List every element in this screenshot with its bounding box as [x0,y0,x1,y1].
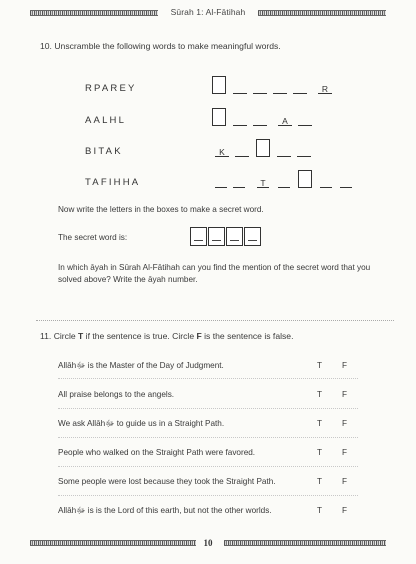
answer-slot-4-6[interactable] [320,176,332,188]
statement-1: Allāhﷻ is the Master of the Day of Judgment. [58,361,224,370]
true-option-6[interactable]: T [317,506,323,515]
row-separator [58,437,358,438]
false-option-6[interactable]: F [342,506,348,515]
answer-slot-4-7[interactable] [340,176,352,188]
statement-6: Allāhﷻ is is the Lord of this earth, but not the other worlds. [58,506,272,515]
answer-slot-4-2[interactable] [233,176,245,188]
hint-letter-1: R [321,84,329,94]
true-option-5[interactable]: T [317,477,323,486]
answer-box-1[interactable] [212,76,226,94]
secret-letter-box-4[interactable] [244,227,261,246]
statement-5: Some people were lost because they took the Straight Path. [58,477,276,486]
answer-box-3[interactable] [256,139,270,157]
answer-slot-2-3[interactable] [253,114,267,126]
row-separator [58,378,358,379]
statement-2: All praise belongs to the angels. [58,390,175,399]
answer-box-2[interactable] [212,108,226,126]
answer-slot-2-2[interactable] [233,114,247,126]
secret-word-instruction: Now write the letters in the boxes to make a secret word. [58,205,264,214]
answer-slot-1-2[interactable] [233,82,247,94]
statement-4: People who walked on the Straight Path were favored. [58,448,256,457]
ayah-question: In which āyah in Sūrah Al-Fātihah can you find the mention of the secret word that you solved above? Write the āyah number. [58,263,371,284]
row-separator [58,466,358,467]
scrambled-word-3: BITAK [85,146,123,157]
answer-box-4[interactable] [298,170,312,188]
false-option-1[interactable]: F [342,361,348,370]
secret-word-label: The secret word is: [58,233,128,242]
secret-letter-box-1[interactable] [190,227,207,246]
question-11-title: 11. Circle T if the sentence is true. Circle F is the sentence is false. [40,331,294,341]
scrambled-word-1: RPAREY [85,83,137,94]
hint-letter-4: T [260,178,266,188]
scrambled-word-2: AALHL [85,115,127,126]
true-option-4[interactable]: T [317,448,323,457]
answer-slot-3-2[interactable] [235,145,249,157]
page-number: 10 [0,538,416,548]
false-option-4[interactable]: F [342,448,348,457]
statement-3: We ask Allāhﷻ to guide us in a Straight Path. [58,419,225,428]
chapter-title: Sūrah 1: Al-Fātihah [0,7,416,17]
answer-slot-3-4[interactable] [277,145,291,157]
secret-letter-box-3[interactable] [226,227,243,246]
false-option-3[interactable]: F [342,419,348,428]
answer-slot-4-4[interactable] [278,176,290,188]
true-option-1[interactable]: T [317,361,323,370]
true-option-2[interactable]: T [317,390,323,399]
answer-slot-1-5[interactable] [293,82,307,94]
answer-slot-1-3[interactable] [253,82,267,94]
row-separator [58,408,358,409]
answer-slot-3-5[interactable] [297,145,311,157]
row-separator [58,495,358,496]
false-option-5[interactable]: F [342,477,348,486]
section-divider [36,320,394,321]
hint-letter-2: A [282,116,288,126]
true-option-3[interactable]: T [317,419,323,428]
scrambled-word-4: TAFIHHA [85,177,141,188]
answer-slot-4-1[interactable] [215,176,227,188]
false-option-2[interactable]: F [342,390,348,399]
answer-slot-2-5[interactable] [298,114,312,126]
hint-letter-3: K [219,147,225,157]
question-10-title: 10. Unscramble the following words to make meaningful words. [40,41,281,51]
answer-slot-1-4[interactable] [273,82,287,94]
secret-letter-box-2[interactable] [208,227,225,246]
